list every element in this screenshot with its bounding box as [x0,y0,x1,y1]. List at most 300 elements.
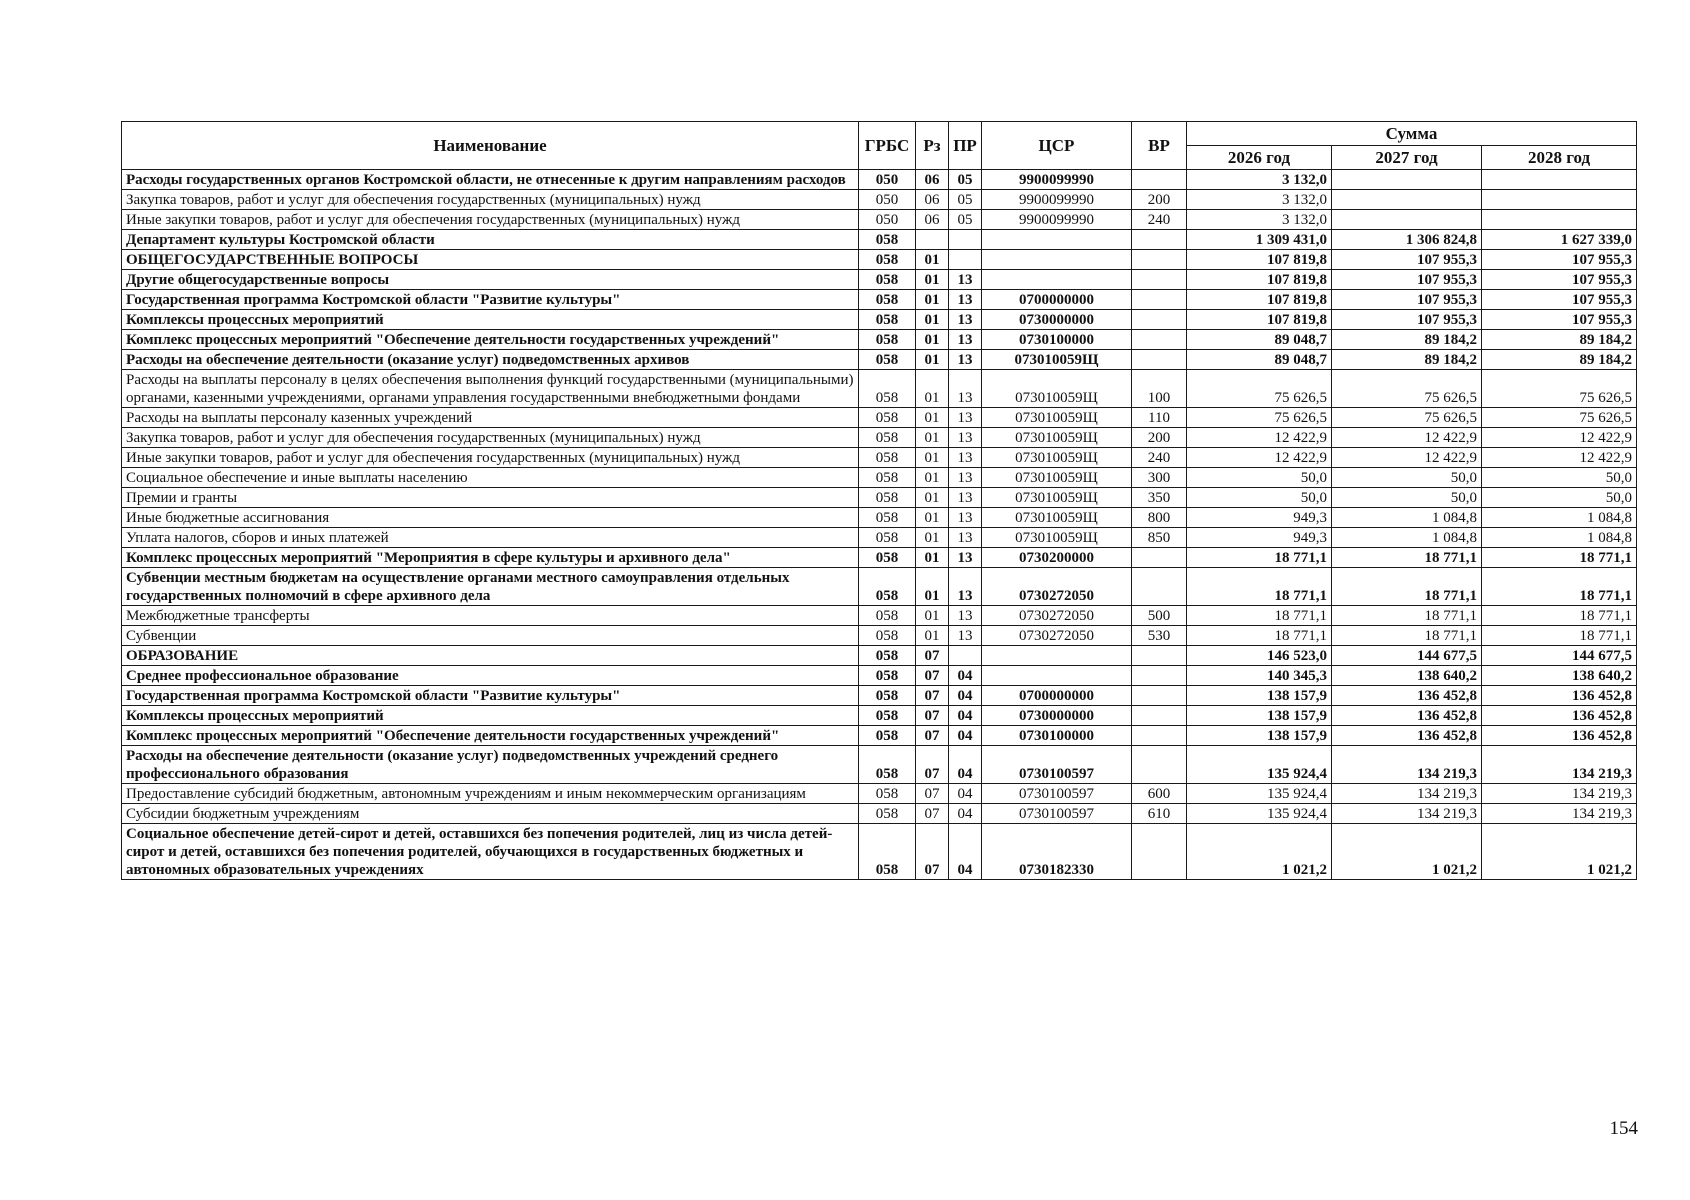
row-pr: 13 [949,370,982,408]
row-pr: 13 [949,350,982,370]
header-2028: 2028 год [1482,146,1637,170]
table-row [122,686,1637,706]
row-sum-2026: 89 048,7 [1187,350,1332,370]
row-sum-2027: 18 771,1 [1332,548,1482,568]
row-rz: 07 [916,666,949,686]
row-grbs: 058 [859,350,916,370]
row-csr: 9900099990 [982,190,1132,210]
row-grbs: 058 [859,784,916,804]
table-row [122,468,1637,488]
row-sum-2026: 3 132,0 [1187,210,1332,230]
row-vr [1132,568,1187,606]
row-sum-2027: 144 677,5 [1332,646,1482,666]
row-pr: 13 [949,548,982,568]
row-sum-2028: 134 219,3 [1482,746,1637,784]
row-csr: 073010059Щ [982,528,1132,548]
row-name: Комплексы процессных мероприятий [122,310,859,330]
row-name: Социальное обеспечение детей-сирот и детей, оставшихся без попечения родителей, лиц из числа детей-сирот и детей, оставшихся без попечения родителей, обучающихся в государственных бюджетных и автономных образовательных учреждениях [122,824,859,880]
row-sum-2027: 107 955,3 [1332,270,1482,290]
table-row [122,568,1637,606]
table-row [122,230,1637,250]
row-name: Иные закупки товаров, работ и услуг для обеспечения государственных (муниципальных) нужд [122,448,859,468]
row-name: Расходы государственных органов Костромской области, не отнесенные к другим направлениям расходов [122,170,859,190]
row-csr: 073010059Щ [982,448,1132,468]
row-sum-2026: 107 819,8 [1187,270,1332,290]
row-pr: 05 [949,170,982,190]
row-vr [1132,666,1187,686]
row-sum-2026: 949,3 [1187,528,1332,548]
row-pr: 13 [949,468,982,488]
row-sum-2028: 134 219,3 [1482,804,1637,824]
row-rz: 07 [916,726,949,746]
row-sum-2028: 1 084,8 [1482,528,1637,548]
row-vr: 350 [1132,488,1187,508]
row-csr: 073010059Щ [982,468,1132,488]
row-sum-2027: 107 955,3 [1332,250,1482,270]
row-csr: 073010059Щ [982,350,1132,370]
row-sum-2027: 1 306 824,8 [1332,230,1482,250]
row-sum-2026: 1 021,2 [1187,824,1332,880]
row-pr: 04 [949,746,982,784]
row-name: Премии и гранты [122,488,859,508]
row-grbs: 058 [859,686,916,706]
row-name: Комплекс процессных мероприятий "Мероприятия в сфере культуры и архивного дела" [122,548,859,568]
row-sum-2026: 75 626,5 [1187,370,1332,408]
row-sum-2026: 12 422,9 [1187,428,1332,448]
row-rz [916,230,949,250]
row-sum-2027: 75 626,5 [1332,370,1482,408]
table-row [122,370,1637,408]
row-vr: 300 [1132,468,1187,488]
row-rz: 07 [916,746,949,784]
row-sum-2027: 50,0 [1332,468,1482,488]
row-csr: 073010059Щ [982,508,1132,528]
row-csr [982,230,1132,250]
table-row [122,210,1637,230]
row-grbs: 050 [859,210,916,230]
table-row [122,508,1637,528]
row-grbs: 058 [859,746,916,784]
table-row [122,488,1637,508]
row-name: Среднее профессиональное образование [122,666,859,686]
row-csr: 0730272050 [982,606,1132,626]
row-sum-2027: 107 955,3 [1332,290,1482,310]
row-vr [1132,250,1187,270]
row-vr: 800 [1132,508,1187,528]
row-sum-2026: 18 771,1 [1187,548,1332,568]
table-row [122,824,1637,880]
row-pr: 13 [949,508,982,528]
row-sum-2028: 107 955,3 [1482,250,1637,270]
row-name: Другие общегосударственные вопросы [122,270,859,290]
row-sum-2028: 18 771,1 [1482,626,1637,646]
row-sum-2026: 138 157,9 [1187,686,1332,706]
row-grbs: 058 [859,646,916,666]
row-rz: 06 [916,170,949,190]
row-sum-2028: 75 626,5 [1482,408,1637,428]
row-rz: 01 [916,488,949,508]
row-grbs: 050 [859,170,916,190]
row-grbs: 050 [859,190,916,210]
row-csr: 0700000000 [982,686,1132,706]
header-name: Наименование [122,122,859,170]
row-sum-2028: 136 452,8 [1482,706,1637,726]
row-sum-2028: 75 626,5 [1482,370,1637,408]
row-grbs: 058 [859,330,916,350]
row-vr [1132,686,1187,706]
row-csr: 9900099990 [982,210,1132,230]
row-sum-2026: 3 132,0 [1187,170,1332,190]
row-csr: 0730182330 [982,824,1132,880]
row-rz: 01 [916,408,949,428]
row-vr [1132,290,1187,310]
row-rz: 01 [916,606,949,626]
row-sum-2027: 50,0 [1332,488,1482,508]
row-grbs: 058 [859,310,916,330]
row-rz: 01 [916,528,949,548]
row-name: Расходы на обеспечение деятельности (оказание услуг) подведомственных архивов [122,350,859,370]
row-pr: 04 [949,784,982,804]
row-rz: 07 [916,686,949,706]
row-grbs: 058 [859,706,916,726]
row-name: Расходы на выплаты персоналу в целях обеспечения выполнения функций государственными (муниципальными) органами, казенными учреждениями, органами управления государственными внебюджетными фондами [122,370,859,408]
row-vr: 240 [1132,210,1187,230]
table-row [122,428,1637,448]
row-grbs: 058 [859,468,916,488]
row-csr [982,270,1132,290]
row-pr [949,646,982,666]
header-2026: 2026 год [1187,146,1332,170]
row-rz: 07 [916,804,949,824]
row-vr [1132,330,1187,350]
row-pr: 13 [949,270,982,290]
row-csr: 0700000000 [982,290,1132,310]
row-sum-2027: 18 771,1 [1332,568,1482,606]
row-name: ОБРАЗОВАНИЕ [122,646,859,666]
header-grbs: ГРБС [859,122,916,170]
row-grbs: 058 [859,488,916,508]
row-rz: 01 [916,568,949,606]
row-vr [1132,746,1187,784]
row-pr [949,230,982,250]
row-vr: 610 [1132,804,1187,824]
table-row [122,646,1637,666]
row-pr: 13 [949,428,982,448]
row-rz: 01 [916,290,949,310]
table-row [122,350,1637,370]
row-name: Департамент культуры Костромской области [122,230,859,250]
budget-table [121,121,1637,880]
row-sum-2028: 107 955,3 [1482,310,1637,330]
row-pr: 04 [949,666,982,686]
row-rz: 01 [916,548,949,568]
row-sum-2028: 1 084,8 [1482,508,1637,528]
row-pr: 13 [949,568,982,606]
row-rz: 01 [916,330,949,350]
row-sum-2028: 12 422,9 [1482,448,1637,468]
row-name: Субсидии бюджетным учреждениям [122,804,859,824]
row-sum-2027: 134 219,3 [1332,804,1482,824]
row-sum-2027: 75 626,5 [1332,408,1482,428]
row-rz: 01 [916,310,949,330]
row-csr: 0730100597 [982,746,1132,784]
row-pr: 13 [949,330,982,350]
row-grbs: 058 [859,508,916,528]
row-sum-2026: 18 771,1 [1187,568,1332,606]
header-rz: Рз [916,122,949,170]
row-pr: 13 [949,626,982,646]
row-vr [1132,230,1187,250]
row-name: Государственная программа Костромской области "Развитие культуры" [122,290,859,310]
row-name: Государственная программа Костромской области "Развитие культуры" [122,686,859,706]
row-name: Расходы на обеспечение деятельности (оказание услуг) подведомственных учреждений среднего профессионального образования [122,746,859,784]
header-pr: ПР [949,122,982,170]
table-row [122,626,1637,646]
row-rz: 07 [916,784,949,804]
table-row [122,270,1637,290]
row-grbs: 058 [859,666,916,686]
row-csr: 0730000000 [982,310,1132,330]
table-row [122,190,1637,210]
row-csr: 0730100597 [982,804,1132,824]
row-sum-2027: 138 640,2 [1332,666,1482,686]
row-vr: 110 [1132,408,1187,428]
row-sum-2028: 138 640,2 [1482,666,1637,686]
row-rz: 06 [916,210,949,230]
row-sum-2027: 134 219,3 [1332,746,1482,784]
row-sum-2026: 135 924,4 [1187,746,1332,784]
row-name: Комплекс процессных мероприятий "Обеспечение деятельности государственных учреждений" [122,726,859,746]
row-rz: 01 [916,468,949,488]
row-name: Предоставление субсидий бюджетным, автономным учреждениям и иным некоммерческим организациям [122,784,859,804]
row-pr: 04 [949,804,982,824]
table-row [122,290,1637,310]
row-vr [1132,170,1187,190]
row-sum-2028: 18 771,1 [1482,548,1637,568]
row-sum-2026: 107 819,8 [1187,310,1332,330]
row-sum-2028: 134 219,3 [1482,784,1637,804]
row-name: Субвенции [122,626,859,646]
row-csr: 073010059Щ [982,428,1132,448]
row-vr [1132,270,1187,290]
row-grbs: 058 [859,448,916,468]
row-rz: 06 [916,190,949,210]
row-sum-2027: 12 422,9 [1332,448,1482,468]
row-vr: 500 [1132,606,1187,626]
row-csr [982,250,1132,270]
table-row [122,784,1637,804]
row-sum-2027: 12 422,9 [1332,428,1482,448]
row-csr: 0730000000 [982,706,1132,726]
row-sum-2027: 136 452,8 [1332,726,1482,746]
row-sum-2028: 89 184,2 [1482,330,1637,350]
row-grbs: 058 [859,370,916,408]
row-sum-2026: 12 422,9 [1187,448,1332,468]
page-number: 154 [1609,1118,1638,1139]
row-pr: 13 [949,528,982,548]
row-vr: 100 [1132,370,1187,408]
row-pr: 13 [949,408,982,428]
row-sum-2027 [1332,190,1482,210]
row-grbs: 058 [859,250,916,270]
table-row [122,746,1637,784]
row-pr: 05 [949,190,982,210]
row-sum-2026: 107 819,8 [1187,290,1332,310]
row-csr: 0730200000 [982,548,1132,568]
row-sum-2026: 135 924,4 [1187,784,1332,804]
row-grbs: 058 [859,804,916,824]
table-row [122,310,1637,330]
row-vr [1132,350,1187,370]
row-pr: 04 [949,686,982,706]
row-grbs: 058 [859,270,916,290]
table-row [122,250,1637,270]
row-rz: 07 [916,646,949,666]
row-rz: 01 [916,626,949,646]
row-vr: 200 [1132,428,1187,448]
row-sum-2027: 136 452,8 [1332,686,1482,706]
row-sum-2027: 18 771,1 [1332,606,1482,626]
row-grbs: 058 [859,548,916,568]
row-name: Социальное обеспечение и иные выплаты населению [122,468,859,488]
row-csr: 0730100597 [982,784,1132,804]
row-csr: 9900099990 [982,170,1132,190]
row-sum-2028: 50,0 [1482,468,1637,488]
row-vr: 240 [1132,448,1187,468]
row-sum-2026: 50,0 [1187,488,1332,508]
row-sum-2026: 75 626,5 [1187,408,1332,428]
row-sum-2028: 1 021,2 [1482,824,1637,880]
header-sum: Сумма [1187,122,1637,146]
header-vr: ВР [1132,122,1187,170]
table-row [122,706,1637,726]
table-row [122,170,1637,190]
row-vr [1132,706,1187,726]
row-sum-2028: 89 184,2 [1482,350,1637,370]
row-vr: 200 [1132,190,1187,210]
row-vr: 850 [1132,528,1187,548]
row-vr [1132,548,1187,568]
table-row [122,804,1637,824]
row-pr: 13 [949,488,982,508]
row-vr [1132,646,1187,666]
row-sum-2026: 146 523,0 [1187,646,1332,666]
row-sum-2027: 1 084,8 [1332,528,1482,548]
row-sum-2028: 50,0 [1482,488,1637,508]
row-sum-2028: 136 452,8 [1482,686,1637,706]
row-sum-2027: 89 184,2 [1332,350,1482,370]
table-row [122,448,1637,468]
row-sum-2027: 107 955,3 [1332,310,1482,330]
table-row [122,548,1637,568]
row-grbs: 058 [859,726,916,746]
row-grbs: 058 [859,230,916,250]
row-sum-2028: 18 771,1 [1482,606,1637,626]
row-rz: 01 [916,270,949,290]
row-sum-2026: 135 924,4 [1187,804,1332,824]
row-name: Субвенции местным бюджетам на осуществление органами местного самоуправления отдельных государственных полномочий в сфере архивного дела [122,568,859,606]
row-grbs: 058 [859,290,916,310]
table-row [122,726,1637,746]
row-name: Расходы на выплаты персоналу казенных учреждений [122,408,859,428]
row-rz: 01 [916,448,949,468]
row-sum-2026: 140 345,3 [1187,666,1332,686]
row-pr: 04 [949,824,982,880]
row-sum-2028: 144 677,5 [1482,646,1637,666]
row-vr: 600 [1132,784,1187,804]
row-grbs: 058 [859,408,916,428]
row-sum-2026: 50,0 [1187,468,1332,488]
row-grbs: 058 [859,528,916,548]
row-sum-2027 [1332,210,1482,230]
row-csr: 073010059Щ [982,488,1132,508]
row-sum-2026: 89 048,7 [1187,330,1332,350]
row-csr: 073010059Щ [982,370,1132,408]
row-sum-2027 [1332,170,1482,190]
row-pr: 13 [949,310,982,330]
row-name: ОБЩЕГОСУДАРСТВЕННЫЕ ВОПРОСЫ [122,250,859,270]
row-sum-2028 [1482,170,1637,190]
row-sum-2027: 1 084,8 [1332,508,1482,528]
row-name: Иные закупки товаров, работ и услуг для обеспечения государственных (муниципальных) нужд [122,210,859,230]
row-csr: 0730272050 [982,568,1132,606]
row-rz: 01 [916,370,949,408]
row-csr: 0730272050 [982,626,1132,646]
row-sum-2028: 107 955,3 [1482,270,1637,290]
row-grbs: 058 [859,824,916,880]
row-sum-2027: 18 771,1 [1332,626,1482,646]
row-sum-2028: 136 452,8 [1482,726,1637,746]
row-pr: 13 [949,290,982,310]
row-pr: 13 [949,606,982,626]
row-sum-2028 [1482,190,1637,210]
row-sum-2027: 89 184,2 [1332,330,1482,350]
row-rz: 07 [916,824,949,880]
header-2027: 2027 год [1332,146,1482,170]
row-rz: 01 [916,350,949,370]
row-sum-2028: 18 771,1 [1482,568,1637,606]
row-vr [1132,726,1187,746]
row-grbs: 058 [859,626,916,646]
row-name: Иные бюджетные ассигнования [122,508,859,528]
row-sum-2026: 18 771,1 [1187,606,1332,626]
row-name: Комплексы процессных мероприятий [122,706,859,726]
row-sum-2027: 136 452,8 [1332,706,1482,726]
row-rz: 01 [916,508,949,528]
row-pr [949,250,982,270]
table-row [122,528,1637,548]
row-pr: 04 [949,726,982,746]
table-body [122,170,1637,880]
row-sum-2028: 107 955,3 [1482,290,1637,310]
row-pr: 05 [949,210,982,230]
row-vr [1132,310,1187,330]
table-row [122,330,1637,350]
row-rz: 01 [916,250,949,270]
row-grbs: 058 [859,606,916,626]
row-sum-2026: 138 157,9 [1187,726,1332,746]
row-pr: 13 [949,448,982,468]
header-csr: ЦСР [982,122,1132,170]
row-rz: 07 [916,706,949,726]
table-row [122,408,1637,428]
row-csr: 073010059Щ [982,408,1132,428]
row-sum-2028: 1 627 339,0 [1482,230,1637,250]
row-sum-2027: 134 219,3 [1332,784,1482,804]
row-csr [982,646,1132,666]
row-sum-2027: 1 021,2 [1332,824,1482,880]
row-rz: 01 [916,428,949,448]
